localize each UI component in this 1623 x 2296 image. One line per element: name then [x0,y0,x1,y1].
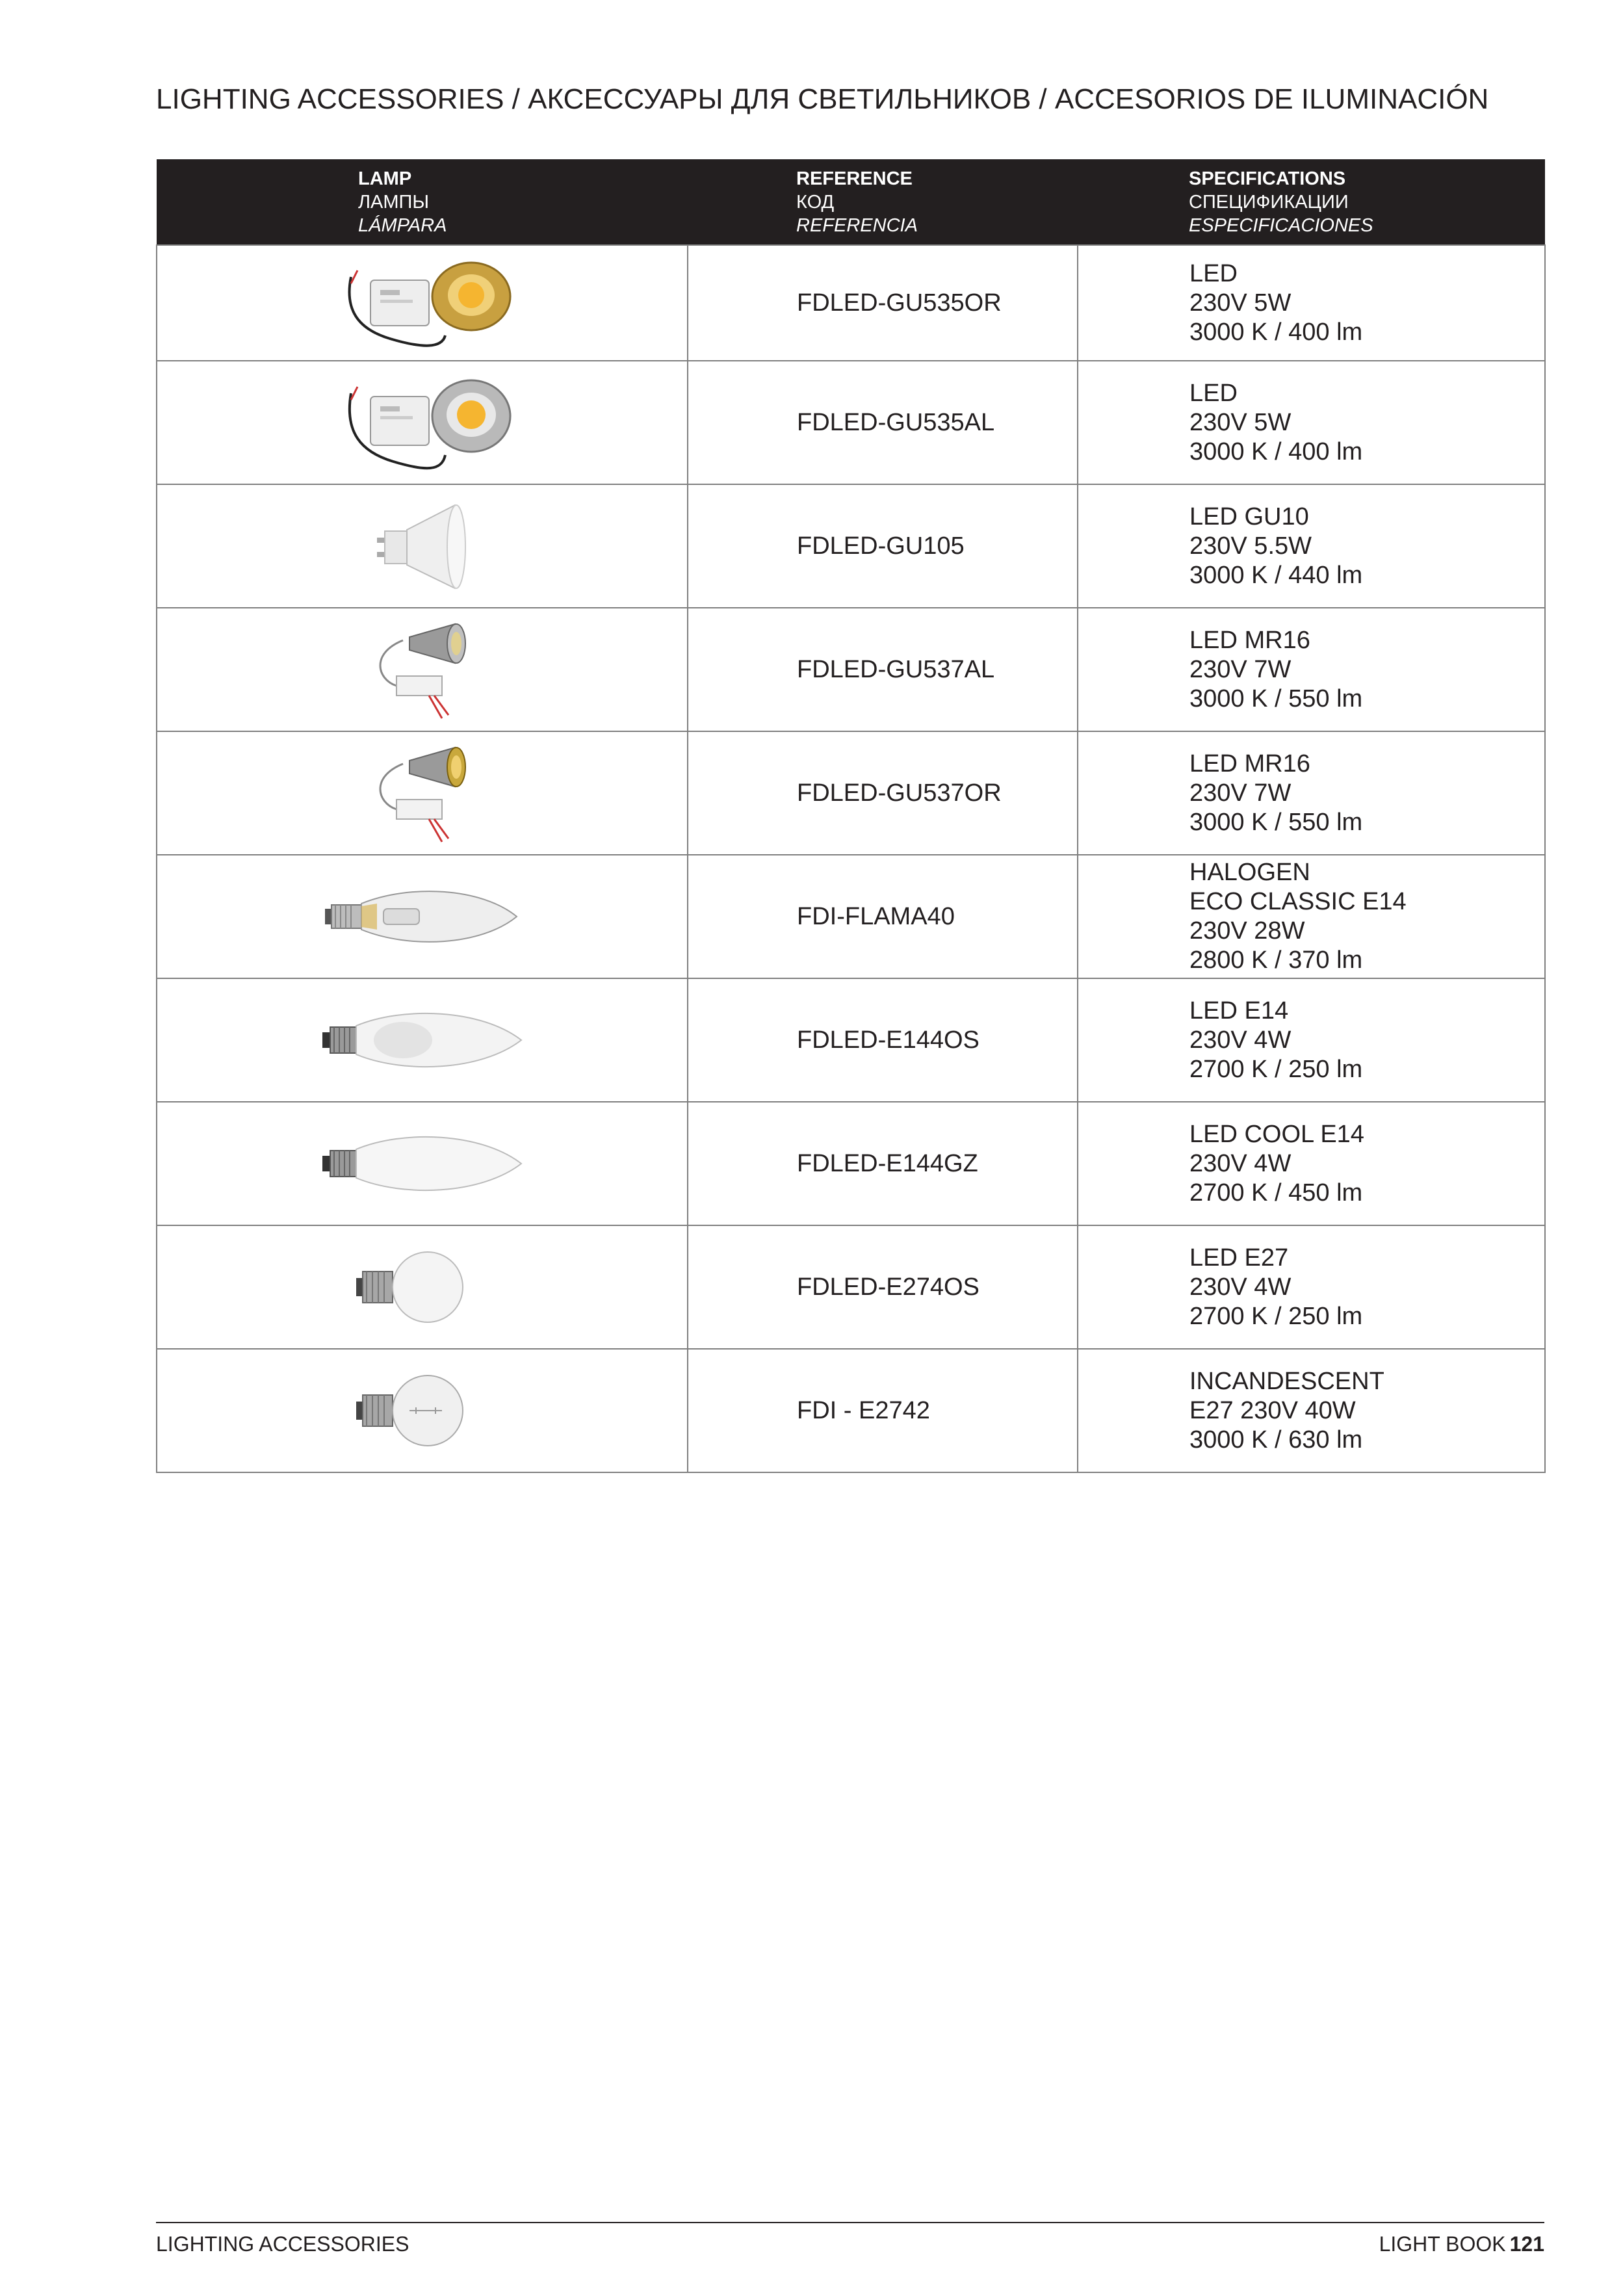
spec-line: LED [1189,259,1238,287]
reference-cell: FDI - E2742 [688,1349,1078,1472]
spec-line: 230V 4W [1189,1149,1292,1177]
spec-line: 3000 K / 400 lm [1189,437,1363,465]
spec-cell [1078,245,1545,361]
spec-line: 230V 5.5W [1189,532,1312,560]
table-row [157,608,1545,731]
spec-line: 3000 K / 550 lm [1189,685,1363,712]
spec-line: 3000 K / 440 lm [1189,561,1363,589]
spec-line: 230V 7W [1189,779,1292,807]
header-reference [688,159,1078,245]
table-row [157,1102,1545,1225]
header-specifications-es: ESPECIFICACIONES [1189,215,1373,236]
lamp-cell [157,731,688,855]
spec-line: LED GU10 [1189,502,1309,530]
page-number: 121 [1509,2232,1544,2256]
spec-line: HALOGEN [1189,859,1310,886]
gu10-led-bulb-icon [357,497,487,595]
incandescent-golf-ball-bulb-icon [351,1372,494,1450]
header-reference-es: REFERENCIA [796,215,918,236]
table-header-row [157,159,1545,245]
header-specifications-ru: СПЕЦИФИКАЦИИ [1189,191,1349,213]
spec-line: E27 230V 40W [1189,1396,1356,1424]
spec-cell [1078,855,1545,978]
spec-line: 230V 4W [1189,1026,1292,1054]
spec-cell [1078,608,1545,731]
spec-cell [1078,484,1545,608]
spec-cell [1078,1349,1545,1472]
reference-cell: FDLED-GU537OR [688,731,1078,855]
lamp-cell [157,1349,688,1472]
lamp-cell [157,978,688,1102]
spec-line: ECO CLASSIC E14 [1189,888,1407,915]
spec-line: 3000 K / 400 lm [1189,318,1363,346]
spec-line: LED COOL E14 [1189,1120,1364,1148]
table-row [157,1349,1545,1472]
reference-cell: FDLED-GU537AL [688,608,1078,731]
spec-line: LED MR16 [1189,750,1310,777]
footer-book-label [1379,2232,1544,2256]
spec-line: 2700 K / 250 lm [1189,1302,1363,1330]
page-title: LIGHTING ACCESSORIES / АКСЕССУАРЫ ДЛЯ СВЕТИЛЬНИКОВ / ACCESORIOS DE ILUMINACIÓN [156,83,1489,115]
reference-cell: FDLED-GU105 [688,484,1078,608]
reference-cell: FDI-FLAMA40 [688,855,1078,978]
spec-line: 230V 28W [1189,917,1305,945]
lamp-cell [157,855,688,978]
spec-line: LED [1189,379,1238,407]
lamp-cell [157,484,688,608]
footer-book-title: LIGHT BOOK [1379,2232,1506,2256]
table-row [157,245,1545,361]
spec-line: 3000 K / 550 lm [1189,808,1363,836]
header-lamp-ru: ЛАМПЫ [358,191,430,213]
led-candle-bulb-clear-icon [318,1001,526,1079]
spec-line: 230V 4W [1189,1273,1292,1301]
table-row [157,361,1545,484]
footer-section-label: LIGHTING ACCESSORIES [156,2232,409,2256]
spec-line: 2700 K / 250 lm [1189,1055,1363,1083]
spec-cell [1078,361,1545,484]
mr16-led-spot-gold-icon [357,738,487,848]
table-row [157,484,1545,608]
spec-cell [1078,1102,1545,1225]
lamp-cell [157,608,688,731]
spec-line: 230V 7W [1189,655,1292,683]
table-row [157,978,1545,1102]
mr16-led-spot-aluminium-icon [357,614,487,725]
table-row [157,855,1545,978]
spec-line: 230V 5W [1189,408,1292,436]
header-specifications [1078,159,1545,245]
table-row [157,1225,1545,1349]
spec-line: LED E14 [1189,997,1289,1024]
reference-cell: FDLED-GU535AL [688,361,1078,484]
led-downlight-aluminium-with-driver-icon [331,367,513,478]
lamp-cell [157,245,688,361]
halogen-candle-bulb-icon [318,878,526,956]
spec-cell [1078,1225,1545,1349]
led-candle-bulb-frosted-icon [318,1125,526,1203]
spec-line: LED E27 [1189,1244,1289,1272]
header-specifications-en: SPECIFICATIONS [1189,168,1346,189]
lamp-cell [157,1102,688,1225]
reference-cell: FDLED-GU535OR [688,245,1078,361]
header-lamp [157,159,688,245]
footer-divider [156,2222,1544,2223]
spec-line: 230V 5W [1189,289,1292,317]
accessories-table [156,159,1546,1473]
spec-line: 3000 K / 630 lm [1189,1426,1363,1454]
reference-cell: FDLED-E144OS [688,978,1078,1102]
table-row [157,731,1545,855]
lamp-cell [157,361,688,484]
header-reference-ru: КОД [796,191,835,213]
led-golf-ball-bulb-icon [351,1248,494,1326]
spec-cell [1078,978,1545,1102]
lamp-cell [157,1225,688,1349]
spec-line: 2700 K / 450 lm [1189,1179,1363,1207]
spec-line: LED MR16 [1189,626,1310,654]
header-lamp-en: LAMP [358,168,412,189]
led-downlight-gold-with-driver-icon [331,251,513,355]
reference-cell: FDLED-E144GZ [688,1102,1078,1225]
reference-cell: FDLED-E274OS [688,1225,1078,1349]
spec-line: 2800 K / 370 lm [1189,946,1363,974]
header-lamp-es: LÁMPARA [358,215,447,236]
header-reference-en: REFERENCE [796,168,913,189]
spec-cell [1078,731,1545,855]
spec-line: INCANDESCENT [1189,1367,1384,1395]
